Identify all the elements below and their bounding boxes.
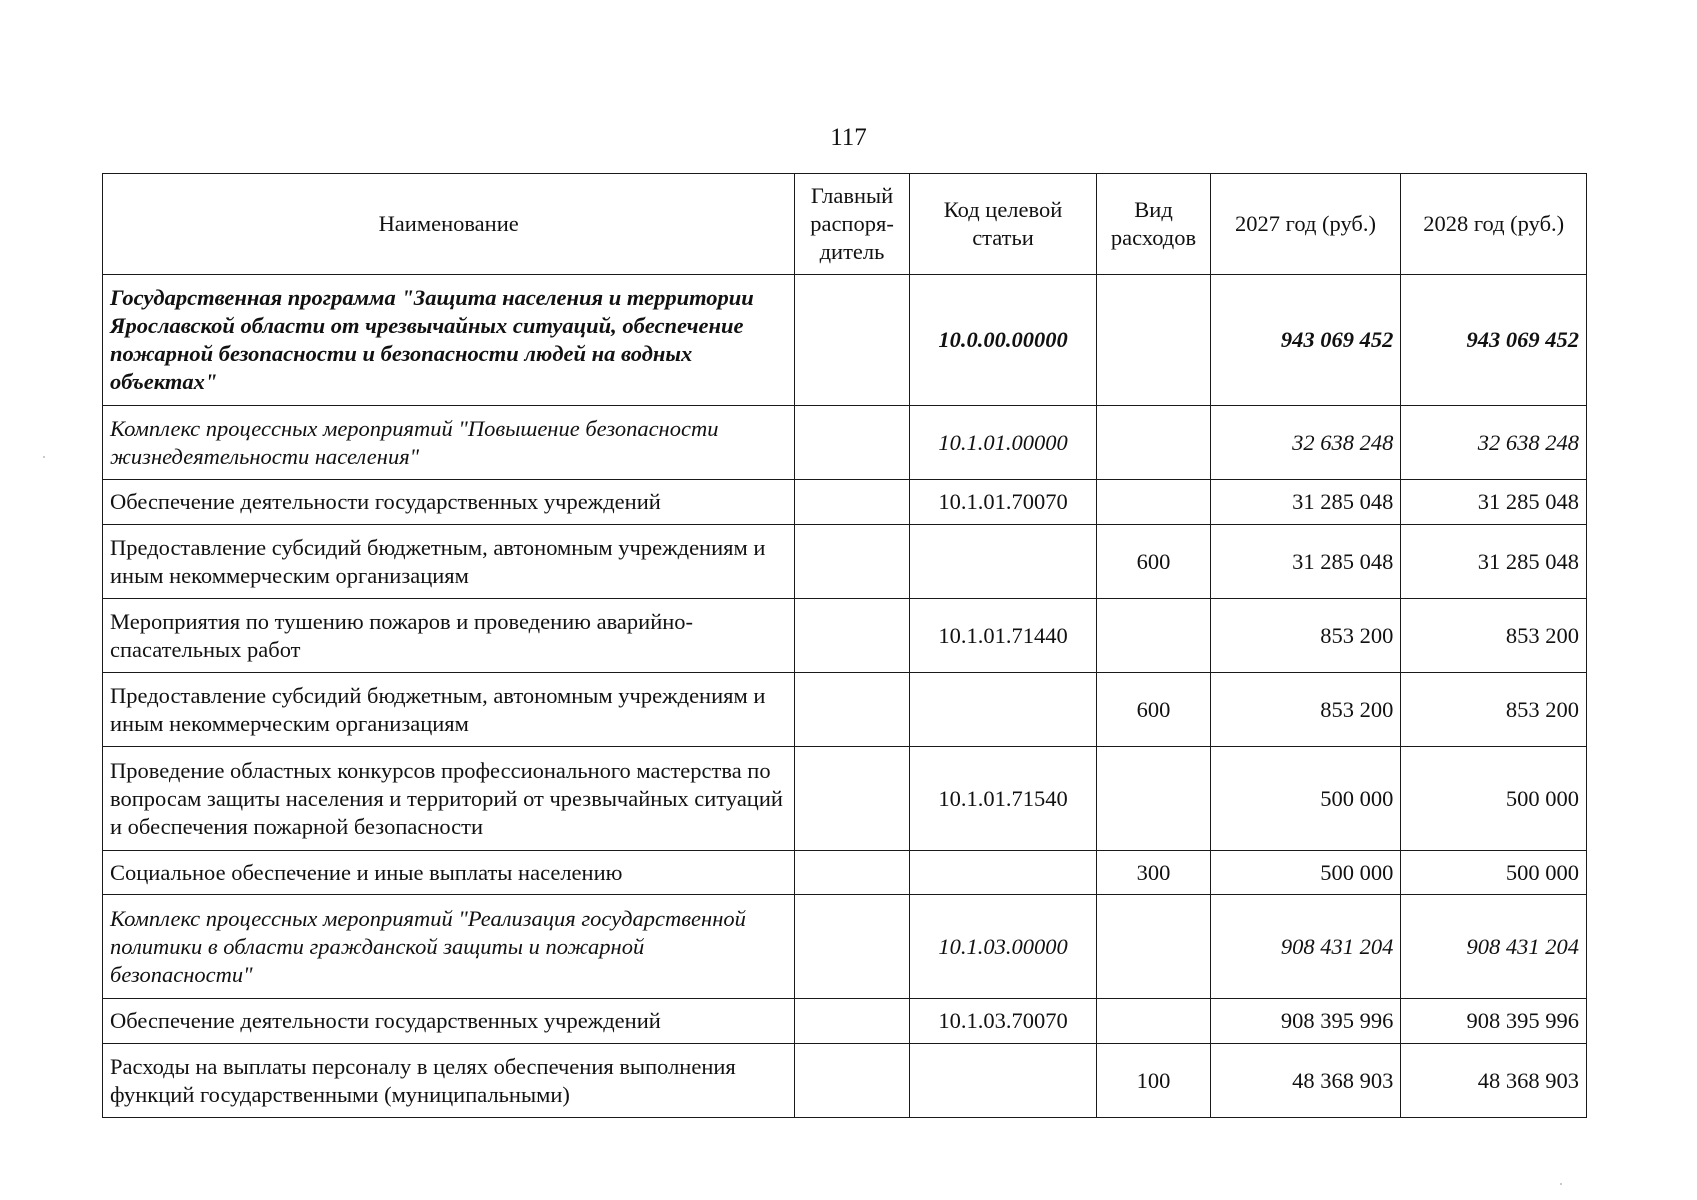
header-code: Код целевой статьи — [909, 174, 1097, 275]
row-amount-2028: 500 000 — [1401, 747, 1587, 851]
row-amount-2027: 31 285 048 — [1210, 480, 1401, 525]
table-row — [103, 1044, 1587, 1118]
row-admin — [795, 673, 909, 747]
row-amount-2027: 32 638 248 — [1210, 406, 1401, 480]
row-name: Мероприятия по тушению пожаров и проведению аварийно-спасательных работ — [103, 599, 795, 673]
row-code — [909, 1044, 1097, 1118]
row-amount-2028: 500 000 — [1401, 851, 1587, 895]
row-kind: 100 — [1097, 1044, 1210, 1118]
row-code — [909, 673, 1097, 747]
row-code: 10.1.01.71440 — [909, 599, 1097, 673]
row-admin — [795, 1044, 909, 1118]
row-amount-2027: 48 368 903 — [1210, 1044, 1401, 1118]
row-amount-2028: 943 069 452 — [1401, 275, 1587, 406]
row-kind — [1097, 275, 1210, 406]
row-amount-2028: 908 431 204 — [1401, 895, 1587, 999]
row-code: 10.1.03.00000 — [909, 895, 1097, 999]
row-amount-2028: 853 200 — [1401, 673, 1587, 747]
row-kind — [1097, 999, 1210, 1044]
table-row — [103, 895, 1587, 999]
row-code: 10.1.01.00000 — [909, 406, 1097, 480]
page-number-text: 117 — [830, 124, 867, 151]
row-kind — [1097, 599, 1210, 673]
row-code — [909, 851, 1097, 895]
header-row — [103, 174, 1587, 275]
header-admin: Главный распоря-дитель — [795, 174, 909, 275]
row-amount-2028: 31 285 048 — [1401, 525, 1587, 599]
row-code — [909, 525, 1097, 599]
row-amount-2027: 853 200 — [1210, 673, 1401, 747]
row-admin — [795, 275, 909, 406]
table-row — [103, 406, 1587, 480]
header-name: Наименование — [103, 174, 795, 275]
row-admin — [795, 480, 909, 525]
row-admin — [795, 525, 909, 599]
row-kind: 600 — [1097, 673, 1210, 747]
row-admin — [795, 747, 909, 851]
row-name: Предоставление субсидий бюджетным, автономным учреждениям и иным некоммерческим организациям — [103, 673, 795, 747]
row-admin — [795, 895, 909, 999]
row-kind: 300 — [1097, 851, 1210, 895]
row-kind — [1097, 406, 1210, 480]
row-amount-2027: 31 285 048 — [1210, 525, 1401, 599]
row-admin — [795, 999, 909, 1044]
row-amount-2028: 48 368 903 — [1401, 1044, 1587, 1118]
row-name: Комплекс процессных мероприятий "Повышение безопасности жизнедеятельности населения" — [103, 406, 795, 480]
row-amount-2028: 853 200 — [1401, 599, 1587, 673]
budget-table — [102, 173, 1587, 1118]
row-name: Обеспечение деятельности государственных учреждений — [103, 999, 795, 1044]
row-kind — [1097, 480, 1210, 525]
table-row — [103, 525, 1587, 599]
row-amount-2027: 500 000 — [1210, 851, 1401, 895]
table-row — [103, 851, 1587, 895]
header-kind: Вид расходов — [1097, 174, 1210, 275]
row-code: 10.1.03.70070 — [909, 999, 1097, 1044]
row-name: Государственная программа "Защита населения и территории Ярославской области от чрезвычайных ситуаций, обеспечение пожарной безопасности и безопасности людей на водных объектах" — [103, 275, 795, 406]
row-amount-2027: 943 069 452 — [1210, 275, 1401, 406]
row-name: Обеспечение деятельности государственных учреждений — [103, 480, 795, 525]
row-admin — [795, 851, 909, 895]
row-amount-2027: 853 200 — [1210, 599, 1401, 673]
table-row — [103, 275, 1587, 406]
scan-speck — [43, 456, 45, 458]
row-name: Предоставление субсидий бюджетным, автономным учреждениям и иным некоммерческим организациям — [103, 525, 795, 599]
row-amount-2027: 500 000 — [1210, 747, 1401, 851]
row-name: Комплекс процессных мероприятий "Реализация государственной политики в области гражданской защиты и пожарной безопасности" — [103, 895, 795, 999]
page-number — [0, 123, 1697, 153]
scan-speck — [1560, 1183, 1562, 1185]
table-row — [103, 999, 1587, 1044]
row-kind — [1097, 895, 1210, 999]
table-row — [103, 480, 1587, 525]
table-body — [103, 275, 1587, 1118]
table-row — [103, 747, 1587, 851]
row-admin — [795, 406, 909, 480]
row-code: 10.1.01.71540 — [909, 747, 1097, 851]
row-kind: 600 — [1097, 525, 1210, 599]
row-name: Социальное обеспечение и иные выплаты населению — [103, 851, 795, 895]
row-name: Проведение областных конкурсов профессионального мастерства по вопросам защиты населения и территорий от чрезвычайных ситуаций и обеспечения пожарной безопасности — [103, 747, 795, 851]
row-amount-2027: 908 395 996 — [1210, 999, 1401, 1044]
row-admin — [795, 599, 909, 673]
header-year-2028: 2028 год (руб.) — [1401, 174, 1587, 275]
table-row — [103, 673, 1587, 747]
header-year-2027: 2027 год (руб.) — [1210, 174, 1401, 275]
row-name: Расходы на выплаты персоналу в целях обеспечения выполнения функций государственными (муниципальными) — [103, 1044, 795, 1118]
row-amount-2027: 908 431 204 — [1210, 895, 1401, 999]
row-amount-2028: 908 395 996 — [1401, 999, 1587, 1044]
row-code: 10.1.01.70070 — [909, 480, 1097, 525]
row-amount-2028: 31 285 048 — [1401, 480, 1587, 525]
table-row — [103, 599, 1587, 673]
table-header — [103, 174, 1587, 275]
row-code: 10.0.00.00000 — [909, 275, 1097, 406]
row-amount-2028: 32 638 248 — [1401, 406, 1587, 480]
row-kind — [1097, 747, 1210, 851]
